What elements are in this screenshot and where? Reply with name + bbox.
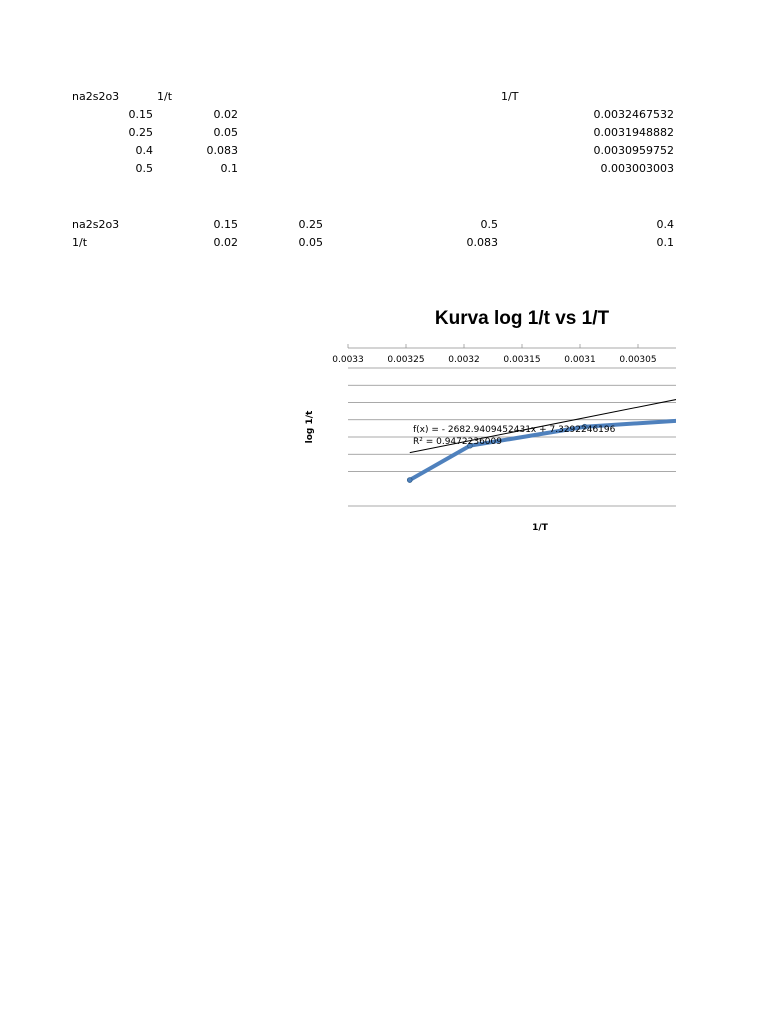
table2-cell: 0.02 [213, 236, 238, 249]
table2-cell: 0.25 [298, 218, 323, 231]
table1-inv-t-cell: 0.05 [213, 126, 238, 139]
header-na2s2o3: na2s2o3 [72, 90, 120, 103]
x-tick-label: 0.00325 [387, 355, 425, 365]
table1-na2s2o3-cell: 0.4 [135, 144, 153, 157]
table2-row-label: 1/t [72, 236, 88, 249]
header-inv-t: 1/t [157, 90, 173, 103]
table2-cell: 0.083 [466, 236, 498, 249]
table2-cell: 0.4 [656, 218, 674, 231]
trendline-equation: f(x) = - 2682.9409452431x + 7.3292246196 [413, 425, 616, 435]
table1-inv-t-cell: 0.1 [220, 162, 238, 175]
x-tick-label: 0.0032 [448, 355, 480, 365]
line-chart [290, 290, 709, 550]
table2-cell: 0.1 [656, 236, 674, 249]
table2-cell: 0.05 [298, 236, 323, 249]
table1-inv-T-cell: 0.0032467532 [593, 108, 674, 121]
y-axis-title: log 1/t [305, 410, 315, 444]
chart-x-axis: 0.0033 0.00325 0.0032 0.00315 0.0031 0.00305 0.003 [332, 355, 709, 365]
table1-inv-T-cell: 0.003003003 [600, 162, 674, 175]
table2-cell: 0.5 [480, 218, 498, 231]
table1-na2s2o3-cell: 0.15 [128, 108, 153, 121]
table1-na2s2o3-cell: 0.25 [128, 126, 153, 139]
trendline-r-squared: R² = 0.9472236009 [413, 437, 502, 447]
chart-container[interactable] [290, 290, 709, 550]
data-point [407, 478, 412, 483]
x-tick-label: 0.0033 [332, 355, 364, 365]
header-inv-T: 1/T [501, 90, 519, 103]
chart-title: Kurva log 1/t vs 1/T [434, 308, 610, 329]
table1-inv-t-cell: 0.083 [206, 144, 238, 157]
table1-inv-t-cell: 0.02 [213, 108, 238, 121]
x-tick-label: 0.00305 [619, 355, 657, 365]
x-tick-label: 0.0031 [564, 355, 596, 365]
x-tick-label: 0.00315 [503, 355, 541, 365]
table1-inv-T-cell: 0.0030959752 [593, 144, 674, 157]
table2-row-label: na2s2o3 [72, 218, 120, 231]
x-axis-title: 1/T [532, 523, 548, 533]
table1-inv-T-cell: 0.0031948882 [593, 126, 674, 139]
table2-cell: 0.15 [213, 218, 238, 231]
table1-na2s2o3-cell: 0.5 [135, 162, 153, 175]
